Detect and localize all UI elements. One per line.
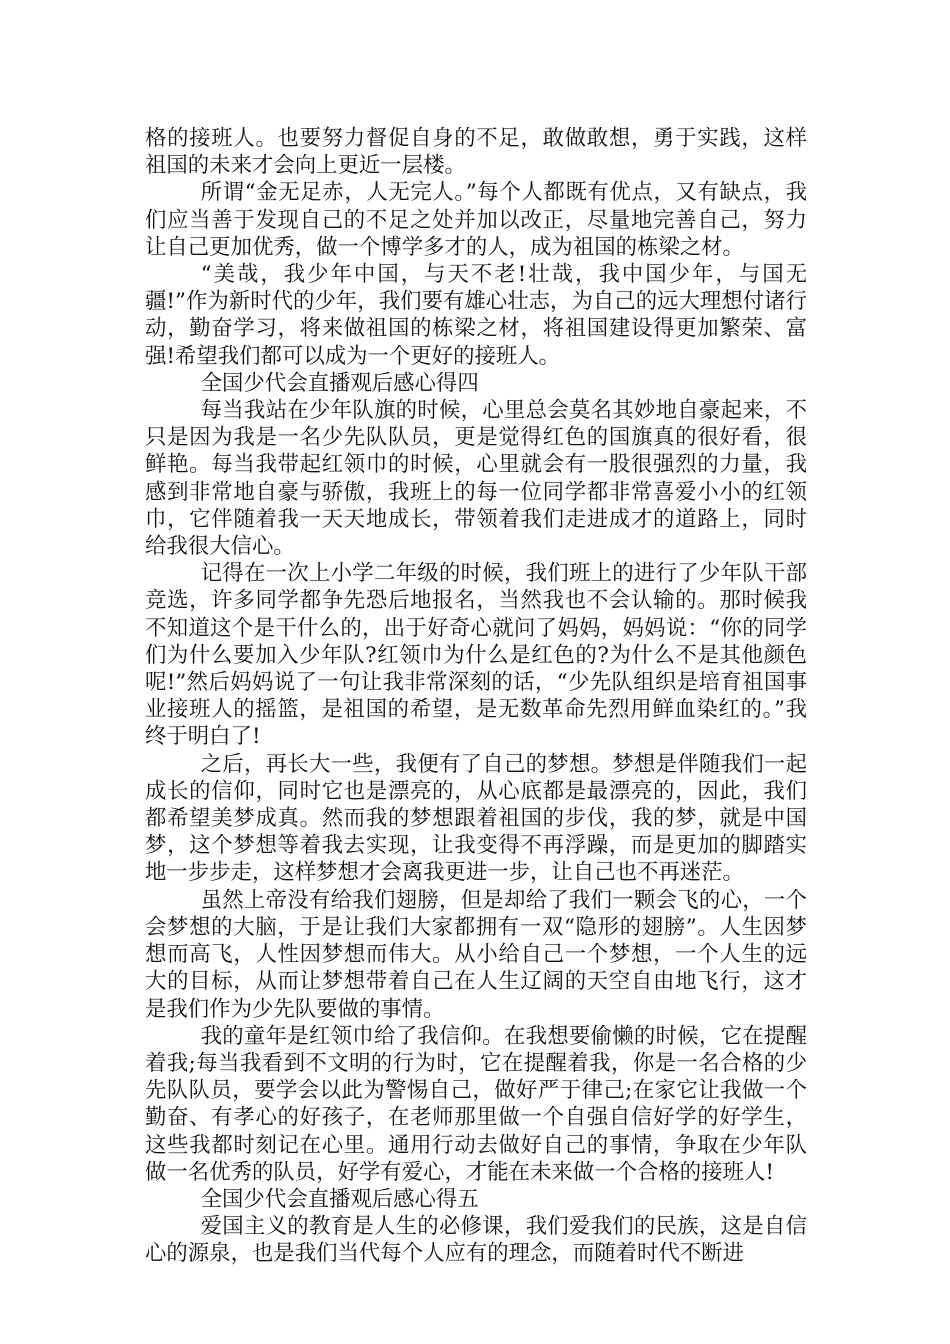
paragraph: 每当我站在少年队旗的时候，心里总会莫名其妙地自豪起来，不只是因为我是一名少先队队员，更是觉得红色的国旗真的很好看，很鲜艳。每当我带起红领巾的时候，心里就会有一股很强烈的力量，我感到非常地自豪与骄傲，我班上的每一位同学都非常喜爱小小的红领巾，它伴随着我一天天地成长，带领着我们走进成才的道路上，同时给我很大信心。 — [145, 398, 807, 560]
paragraph: 之后，再长大一些，我便有了自己的梦想。梦想是伴随我们一起成长的信仰，同时它也是漂亮的，从心底都是最漂亮的，因此，我们都希望美梦成真。然而我的梦想跟着祖国的步伐，我的梦，就是中国梦，这个梦想等着我去实现，让我变得不再浮躁，而是更加的脚踏实地一步步走，这样梦想才会离我更进一步，让自己也不再迷茫。 — [145, 751, 807, 886]
paragraph: 爱国主义的教育是人生的必修课，我们爱我们的民族，这是自信心的源泉，也是我们当代每个人应有的理念，而随着时代不断进 — [145, 1214, 807, 1267]
paragraph: 格的接班人。也要努力督促自身的不足，敢做敢想，勇于实践，这样祖国的未来才会向上更近一层楼。 — [145, 126, 807, 179]
paragraph: 所谓“金无足赤，人无完人。”每个人都既有优点，又有缺点，我们应当善于发现自己的不足之处并加以改正，尽量地完善自己，努力让自己更加优秀，做一个博学多才的人，成为祖国的栋梁之材。 — [145, 180, 807, 260]
paragraph: 记得在一次上小学二年级的时候，我们班上的进行了少年队干部竞选，许多同学都争先恐后地报名，当然我也不会认输的。那时候我不知道这个是干什么的，出于好奇心就问了妈妈，妈妈说：“你的同学们为什么要加入少年队?红领巾为什么是红色的?为什么不是其他颜色呢!”然后妈妈说了一句让我非常深刻的话，“少先队组织是培育祖国事业接班人的摇篮，是祖国的希望，是无数革命先烈用鲜血染红的。”我终于明白了! — [145, 561, 807, 750]
paragraph: 我的童年是红领巾给了我信仰。在我想要偷懒的时候，它在提醒着我;每当我看到不文明的行为时，它在提醒着我，你是一名合格的少先队队员，要学会以此为警惕自己，做好严于律己;在家它让我做一个勤奋、有孝心的好孩子，在老师那里做一个自强自信好学的好学生，这些我都时刻记在心里。通用行动去做好自己的事情，争取在少年队做一名优秀的队员，好学有爱心，才能在未来做一个合格的接班人! — [145, 1023, 807, 1185]
section-heading: 全国少代会直播观后感心得五 — [200, 1186, 479, 1212]
paragraph: “美哉，我少年中国，与天不老!壮哉，我中国少年，与国无疆!”作为新时代的少年，我们要有雄心壮志，为自己的远大理想付诸行动，勤奋学习，将来做祖国的栋梁之材，将祖国建设得更加繁荣、富强!希望我们都可以成为一个更好的接班人。 — [145, 262, 807, 369]
section-heading: 全国少代会直播观后感心得四 — [200, 370, 479, 396]
paragraph: 虽然上帝没有给我们翅膀，但是却给了我们一颗会飞的心，一个会梦想的大脑，于是让我们大家都拥有一双“隐形的翅膀”。人生因梦想而高飞，人性因梦想而伟大。从小给自己一个梦想，一个人生的远大的目标，从而让梦想带着自己在人生辽阔的天空自由地飞行，这才是我们作为少先队要做的事情。 — [145, 887, 807, 1022]
document-body — [145, 125, 807, 1268]
